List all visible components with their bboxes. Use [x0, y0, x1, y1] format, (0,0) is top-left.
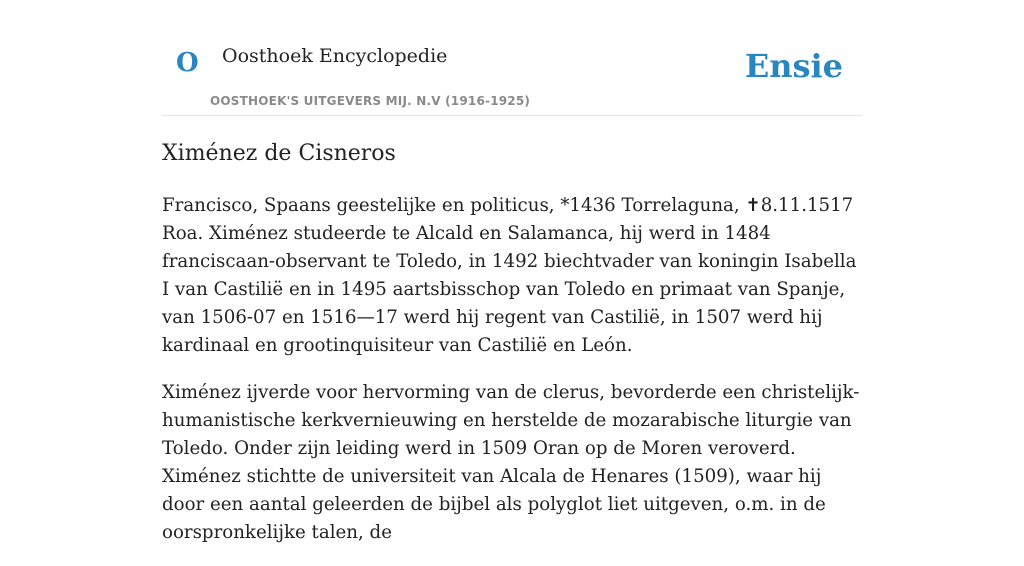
site-title[interactable]: Oosthoek Encyclopedie	[222, 45, 448, 67]
entry-title: Ximénez de Cisneros	[162, 141, 396, 166]
site-header	[162, 0, 862, 116]
entry-paragraph: Ximénez ijverde voor hervorming van de clerus, bevorderde een christelijk-humanistische kerkvernieuwing en herstelde de mozarabische liturgie van Toledo. Onder zijn leiding werd in 1509 Oran op de Moren veroverd. Ximénez stichtte de universiteit van Alcala de Henares (1509), waar hij door een aantal geleerden de bijbel als polyglot liet uitgeven, o.m. in de oorspronkelijke talen, de	[162, 382, 860, 543]
publisher-label: OOSTHOEK'S UITGEVERS MIJ. N.V (1916-1925)	[210, 94, 531, 108]
brand-logo[interactable]: Ensie	[744, 47, 843, 85]
entry-content	[162, 192, 864, 566]
site-logo[interactable]: O	[176, 48, 199, 78]
entry-paragraph: Francisco, Spaans geestelijke en politicus, *1436 Torrelaguna, ✝8.11.1517 Roa. Ximénez studeerde te Alcald en Salamanca, hij werd in 1484 franciscaan-observant te Toledo, in 1492 biechtvader van koningin Isabella I van Castilië en in 1495 aartsbisschop van Toledo en primaat van Spanje, van 1506-07 en 1516—17 werd hij regent van Castilië, in 1507 werd hij kardinaal en grootinquisiteur van Castilië en León.	[162, 195, 857, 356]
